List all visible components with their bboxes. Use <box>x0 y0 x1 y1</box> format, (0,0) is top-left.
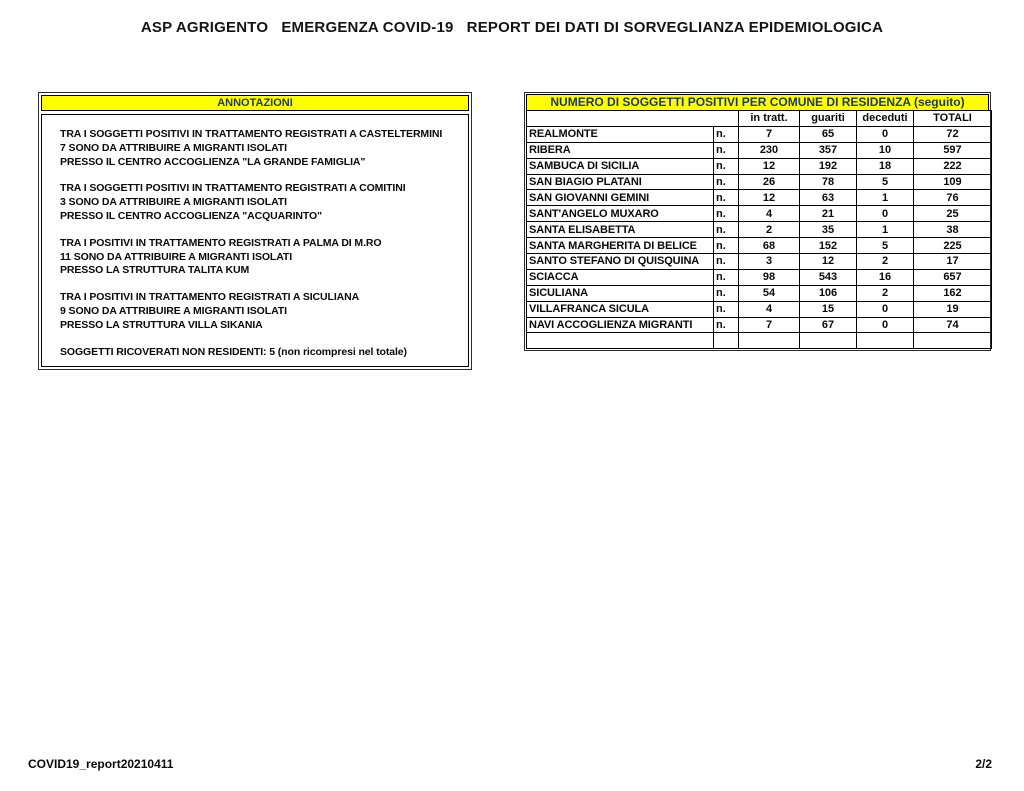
table-row <box>527 142 992 158</box>
comune-cell: SANT'ANGELO MUXARO <box>527 206 714 222</box>
deceduti-cell: 5 <box>857 174 914 190</box>
annotation-paragraph <box>60 237 468 278</box>
totali-cell: 225 <box>914 238 992 254</box>
annotation-line: TRA I SOGGETTI POSITIVI IN TRATTAMENTO REGISTRATI A COMITINI <box>60 182 406 195</box>
comune-cell: SANTO STEFANO DI QUISQUINA <box>527 254 714 270</box>
guariti-cell: 12 <box>800 254 857 270</box>
column-header-in-tratt: in tratt. <box>739 111 800 127</box>
comune-cell: SAMBUCA DI SICILIA <box>527 158 714 174</box>
guariti-cell: 152 <box>800 238 857 254</box>
comune-cell: SAN BIAGIO PLATANI <box>527 174 714 190</box>
page-number: 2/2 <box>975 757 992 771</box>
totali-cell <box>914 333 992 349</box>
table-header-row <box>527 111 992 127</box>
annotation-paragraph <box>60 346 468 360</box>
in-tratt-cell: 68 <box>739 238 800 254</box>
guariti-cell: 67 <box>800 317 857 333</box>
in-tratt-cell: 7 <box>739 126 800 142</box>
unit-cell: n. <box>714 254 739 270</box>
guariti-cell: 15 <box>800 301 857 317</box>
positives-table-header: NUMERO DI SOGGETTI POSITIVI PER COMUNE DI RESIDENZA (seguito) <box>526 94 989 111</box>
totali-cell: 109 <box>914 174 992 190</box>
unit-cell: n. <box>714 285 739 301</box>
table-row <box>527 301 992 317</box>
annotation-line: SOGGETTI RICOVERATI NON RESIDENTI: 5 (non ricompresi nel totale) <box>60 345 407 358</box>
annotation-line: 3 SONO DA ATTRIBUIRE A MIGRANTI ISOLATI <box>60 196 287 209</box>
in-tratt-cell: 54 <box>739 285 800 301</box>
totali-cell: 222 <box>914 158 992 174</box>
comune-cell: SAN GIOVANNI GEMINI <box>527 190 714 206</box>
guariti-cell: 35 <box>800 222 857 238</box>
annotation-line: TRA I POSITIVI IN TRATTAMENTO REGISTRATI A SICULIANA <box>60 291 360 304</box>
annotation-line: TRA I POSITIVI IN TRATTAMENTO REGISTRATI A PALMA DI M.RO <box>60 236 382 249</box>
comune-cell: NAVI ACCOGLIENZA MIGRANTI <box>527 317 714 333</box>
annotation-line: PRESSO LA STRUTTURA TALITA KUM <box>60 264 250 277</box>
positives-table-box <box>524 92 991 351</box>
totali-cell: 76 <box>914 190 992 206</box>
in-tratt-cell: 4 <box>739 206 800 222</box>
annotation-paragraph <box>60 182 468 223</box>
comune-cell: VILLAFRANCA SICULA <box>527 301 714 317</box>
deceduti-cell: 5 <box>857 238 914 254</box>
positives-table-body <box>527 126 992 348</box>
annotation-line: 7 SONO DA ATTRIBUIRE A MIGRANTI ISOLATI <box>60 141 287 154</box>
unit-cell: n. <box>714 317 739 333</box>
deceduti-cell: 0 <box>857 301 914 317</box>
unit-cell: n. <box>714 174 739 190</box>
column-header-totali: TOTALI <box>914 111 992 127</box>
totali-cell: 17 <box>914 254 992 270</box>
in-tratt-cell: 98 <box>739 269 800 285</box>
table-row <box>527 285 992 301</box>
annotation-line: 9 SONO DA ATTRIBUIRE A MIGRANTI ISOLATI <box>60 304 287 317</box>
totali-cell: 19 <box>914 301 992 317</box>
unit-cell: n. <box>714 301 739 317</box>
unit-cell: n. <box>714 126 739 142</box>
annotation-line: 11 SONO DA ATTRIBUIRE A MIGRANTI ISOLATI <box>60 250 293 263</box>
deceduti-cell: 10 <box>857 142 914 158</box>
page-title: ASP AGRIGENTO EMERGENZA COVID-19 REPORT DEI DATI DI SORVEGLIANZA EPIDEMIOLOGICA <box>140 19 884 36</box>
unit-cell: n. <box>714 142 739 158</box>
table-row <box>527 317 992 333</box>
comune-cell: SANTA ELISABETTA <box>527 222 714 238</box>
comune-cell <box>527 333 714 349</box>
positives-table <box>526 110 992 349</box>
unit-cell <box>714 333 739 349</box>
deceduti-cell: 0 <box>857 206 914 222</box>
totali-cell: 74 <box>914 317 992 333</box>
unit-cell: n. <box>714 158 739 174</box>
comune-cell: SICULIANA <box>527 285 714 301</box>
deceduti-cell <box>857 333 914 349</box>
in-tratt-cell: 7 <box>739 317 800 333</box>
totali-cell: 38 <box>914 222 992 238</box>
column-header-guariti: guariti <box>800 111 857 127</box>
comune-cell: SCIACCA <box>527 269 714 285</box>
table-row <box>527 269 992 285</box>
unit-cell: n. <box>714 206 739 222</box>
deceduti-cell: 2 <box>857 285 914 301</box>
totali-cell: 162 <box>914 285 992 301</box>
deceduti-cell: 1 <box>857 222 914 238</box>
totali-cell: 25 <box>914 206 992 222</box>
corner-cell <box>527 111 739 127</box>
in-tratt-cell: 3 <box>739 254 800 270</box>
annotation-paragraph <box>60 291 468 332</box>
comune-cell: SANTA MARGHERITA DI BELICE <box>527 238 714 254</box>
in-tratt-cell: 12 <box>739 158 800 174</box>
annotation-paragraph <box>60 128 468 169</box>
guariti-cell: 357 <box>800 142 857 158</box>
totali-cell: 597 <box>914 142 992 158</box>
column-header-deceduti: deceduti <box>857 111 914 127</box>
in-tratt-cell: 12 <box>739 190 800 206</box>
guariti-cell: 65 <box>800 126 857 142</box>
deceduti-cell: 0 <box>857 317 914 333</box>
deceduti-cell: 18 <box>857 158 914 174</box>
guariti-cell: 63 <box>800 190 857 206</box>
table-row <box>527 126 992 142</box>
annotation-line: PRESSO IL CENTRO ACCOGLIENZA "ACQUARINTO" <box>60 209 322 222</box>
in-tratt-cell: 230 <box>739 142 800 158</box>
unit-cell: n. <box>714 238 739 254</box>
unit-cell: n. <box>714 190 739 206</box>
in-tratt-cell: 4 <box>739 301 800 317</box>
guariti-cell: 78 <box>800 174 857 190</box>
guariti-cell: 106 <box>800 285 857 301</box>
table-row <box>527 238 992 254</box>
annotations-box <box>38 92 472 370</box>
annotations-content <box>41 114 469 367</box>
table-row <box>527 222 992 238</box>
comune-cell: RIBERA <box>527 142 714 158</box>
unit-cell: n. <box>714 222 739 238</box>
guariti-cell: 192 <box>800 158 857 174</box>
annotation-line: PRESSO LA STRUTTURA VILLA SIKANIA <box>60 318 263 331</box>
comune-cell: REALMONTE <box>527 126 714 142</box>
in-tratt-cell: 26 <box>739 174 800 190</box>
deceduti-cell: 0 <box>857 126 914 142</box>
table-row <box>527 158 992 174</box>
table-row <box>527 254 992 270</box>
guariti-cell <box>800 333 857 349</box>
deceduti-cell: 1 <box>857 190 914 206</box>
table-row <box>527 190 992 206</box>
totali-cell: 657 <box>914 269 992 285</box>
guariti-cell: 21 <box>800 206 857 222</box>
annotation-line: PRESSO IL CENTRO ACCOGLIENZA "LA GRANDE FAMIGLIA" <box>60 155 366 168</box>
table-row <box>527 333 992 349</box>
in-tratt-cell <box>739 333 800 349</box>
annotation-line: TRA I SOGGETTI POSITIVI IN TRATTAMENTO REGISTRATI A CASTELTERMINI <box>60 128 443 140</box>
table-row <box>527 206 992 222</box>
deceduti-cell: 2 <box>857 254 914 270</box>
table-row <box>527 174 992 190</box>
unit-cell: n. <box>714 269 739 285</box>
deceduti-cell: 16 <box>857 269 914 285</box>
annotations-header: ANNOTAZIONI <box>41 95 469 111</box>
totali-cell: 72 <box>914 126 992 142</box>
guariti-cell: 543 <box>800 269 857 285</box>
document-name: COVID19_report20210411 <box>28 757 174 771</box>
in-tratt-cell: 2 <box>739 222 800 238</box>
